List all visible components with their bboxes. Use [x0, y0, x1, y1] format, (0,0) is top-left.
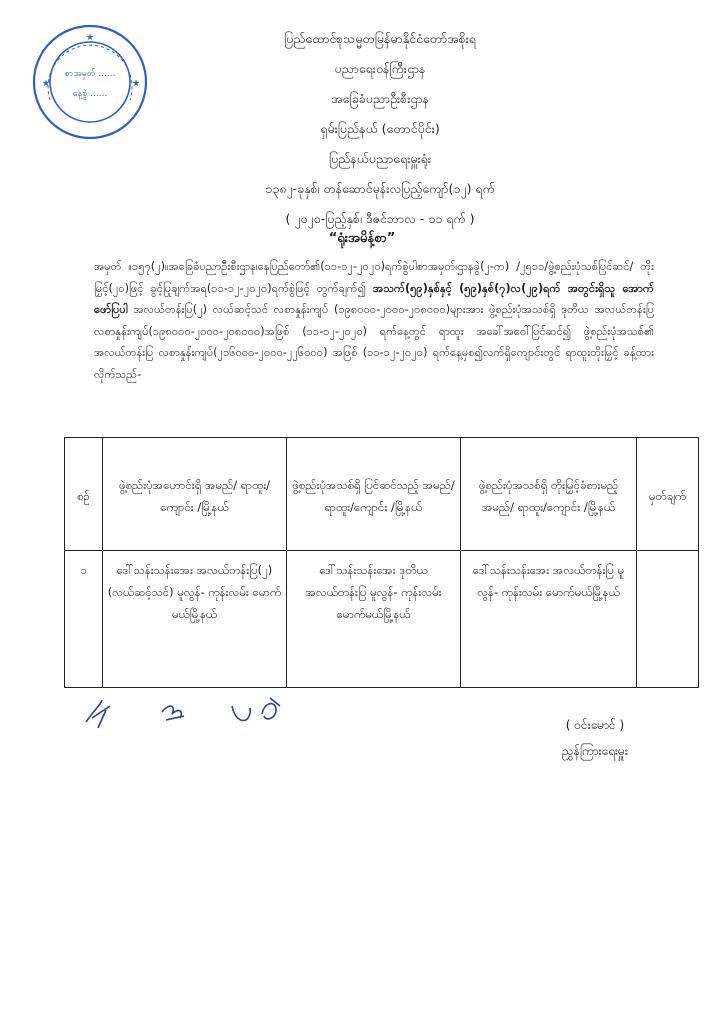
cell-revised-structure: ဒေါ်သန်းသန်းအေး ဒုတိယ အလယ်တန်းပြ မူလွန်- ကုန်းလမ်း မောက်မယ်မြို့နယ် [287, 551, 461, 688]
signature-block [520, 712, 670, 764]
header-region: ရှမ်းပြည်နယ် (တောင်ပိုင်း) [320, 121, 440, 136]
header-old-structure: ဖွဲ့စည်းပုံအဟောင်းရှိ အမည်/ ရာထူး/ကျောင်း /မြို့နယ် [103, 438, 287, 551]
svg-text:★: ★ [85, 33, 95, 43]
cell-remark [637, 551, 699, 688]
header-revised-structure: ဖွဲ့စည်းပုံအသစ်ရှိ ပြင်ဆင်သည့် အမည်/ ရာထူး/ကျောင်း /မြို့နယ် [287, 438, 461, 551]
cell-serial: ၁ [65, 551, 103, 688]
signer-name: ( ဝင်းမောင် ) [565, 718, 625, 732]
header-remark: မှတ်ချက် [637, 438, 699, 551]
order-body [94, 256, 654, 385]
initials-signatures [80, 692, 310, 732]
order-body-part-2: အလယ်တန်းပြ(၂) လယ်ဆင့်သင် လစာနှုန်းကျပ် (၁၉၈၀၀၀-၂၀၀၀-၂၀၈၀၀၀)များအား ဖွဲ့စည်းပုံအသစ်ရှိ ဒုတိယ အလယ်တန်းပြ လစာနှုန်းကျပ်(၁၉၈၀၀၀-၂၀၀၀-၂၀၈၀၀၀)အဖြစ် (၁၁-၁၂-၂၀၂၀) ရက်နေ့တွင် ရာထူး အခေါ်အဝေါ်ပြင်ဆင်၍ ဖွဲ့စည်းပုံအသစ်၏ အလယ်တန်းပြ လစာနှုန်းကျပ်(၂၁၆၀၀၀-၂၀၀၀-၂၂၆၀၀၀) အဖြစ် (၁၁-၁၂-၂၀၂၀) ရက်နေ့မှစ၍လက်ရှိကျောင်းတွင် ရာထူးတိုးမြှင့် ခန့်ထားလိုက်သည်- [94, 303, 654, 381]
order-body-part-1: အမှတ် ။၁၅၇(၂)။အခြေခံပညာဦးစီးဌာန၊နေပြည်တော်၏(၁၁-၁၂-၂၀၂၀)ရက်စွဲပါစာအမှတ်၊ဌာနခွဲ(၂-က) /၂၅၁၁/ဖွဲ့စည်းပုံသစ်ပြင်ဆင်/ တိုးမြှင့်(၂၀)ဖြင့် ခွင့်ပြုချက်အရ(၁၁-၁၂-၂၀၂၀)ရက်စွဲဖြင့် တွက်ချက်၍ [94, 260, 654, 295]
cell-promoted-structure: ဒေါ်သန်းသန်းအေး အလယ်တန်းပြ မူလွန်- ကုန်းလမ်း မောက်မယ်မြို့နယ် [461, 551, 637, 688]
letterhead [200, 24, 560, 234]
document-title: “ရုံးအမိန့်စာ” [328, 231, 396, 246]
header-office: ပြည်နယ်ပညာရေးမှူးရုံး [328, 151, 432, 166]
order-body-emphasis: အသက်(၅၉)နှစ်နှင့် (၅၉)နှစ်(၇)လ(၂၉)ရက် အတွင်းရှိသူ အောက်ဖော်ပြပါ [94, 281, 654, 316]
signer-title: ညွှန်ကြားရေးမှူး [562, 744, 628, 758]
header-promoted-structure: ဖွဲ့စည်းပုံအသစ်ရှိ တိုးမြှင့်ခံစားမည့် အမည်/ ရာထူး/ကျောင်း /မြို့နယ် [461, 438, 637, 551]
table-row [65, 551, 699, 688]
seal-graphic [28, 20, 152, 144]
header-government: ပြည်ထောင်စုသမ္မတမြန်မာနိုင်ငံတော်အစိုးရ [284, 31, 476, 46]
handwritten-initials [80, 692, 310, 732]
cell-old-structure: ဒေါ်သန်းသန်းအေး အလယ်တန်းပြ(၂) (လယ်ဆင့်သင်) မူလွန်- ကုန်းလမ်း မောက်မယ်မြို့နယ် [103, 551, 287, 688]
header-date-gregorian: ( ၂၀၂၀-ပြည့်နှစ်၊ ဒီဇင်ဘာလ - ၁၁ ရက် ) [285, 211, 475, 226]
header-serial: စဉ် [65, 438, 103, 551]
svg-text:★: ★ [132, 79, 141, 89]
office-seal [28, 20, 152, 144]
appointment-table [64, 437, 699, 688]
header-date-myanmar: ၁၃၈၂-ခုနှစ်၊ တန်ဆောင်မုန်းလပြည့်ကျော်(၁၂) ရက် [265, 181, 495, 196]
header-ministry: ပညာရေးဝန်ကြီးဌာန [334, 61, 426, 76]
seal-line-1: စာအမှတ် ...... [64, 69, 116, 79]
seal-line-2: နေ့စွဲ ...... [72, 89, 108, 99]
header-department: အခြေခံပညာဦးစီးဌာန [331, 91, 429, 106]
svg-text:★: ★ [42, 79, 51, 89]
table-header-row [65, 438, 699, 551]
